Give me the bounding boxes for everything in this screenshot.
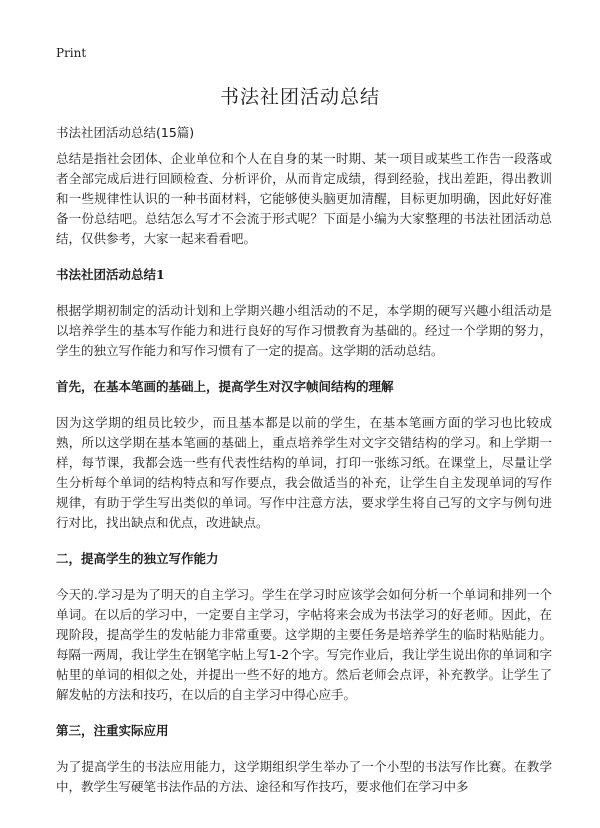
second-point-heading: 二，提高学生的独立写作能力 [56, 551, 219, 566]
document-body [56, 149, 552, 815]
section1-paragraph: 根据学期初制定的活动计划和上学期兴趣小组活动的不足，本学期的硬写兴趣小组活动是以培养学生的基本写作能力和进行良好的写作习惯教育为基础的。经过一个学期的努力，学生的独立写作能力和写作习惯有了一定的提高。这学期的活动总结。 [56, 303, 552, 358]
second-point-paragraph: 今天的.学习是为了明天的自主学习。学生在学习时应该学会如何分析一个单词和排列一个单词。在以后的学习中，一定要自主学习，字帖将来会成为书法学习的好老师。因此，在现阶段，提高学生的发帖能力非常重要。这学期的主要任务是培养学生的临时粘贴能力。每隔一两周，我让学生在钢笔字帖上写1-2个字。写完作业后，我让学生说出你的单词和字帖里的单词的相似之处，并提出一些不好的地方。然后老师会点评，补充教学。让学生了解发帖的方法和技巧，在以后的自主学习中得心应手。 [56, 587, 552, 702]
intro-paragraph: 总结是指社会团体、企业单位和个人在自身的某一时期、某一项目或某些工作告一段落或者全部完成后进行回顾检查、分析评价，从而肯定成绩，得到经验，找出差距，得出教训和一些规律性认识的一种书面材料，它能够使头脑更加清醒，目标更加明确，因此好好准备一份总结吧。总结怎么写才不会流于形式呢？下面是小编为大家整理的书法社团活动总结，仅供参考，大家一起来看看吧。 [56, 151, 552, 246]
document-title: 书法社团活动总结 [219, 86, 380, 108]
section1-heading: 书法社团活动总结1 [56, 267, 165, 282]
third-point-heading: 第三，注重实际应用 [56, 723, 169, 738]
document-subtitle: 书法社团活动总结(15篇) [56, 125, 195, 140]
first-point-heading: 首先，在基本笔画的基础上，提高学生对汉字帧间结构的理解 [56, 379, 394, 394]
first-point-paragraph: 因为这学期的组员比较少，而且基本都是以前的学生，在基本笔画方面的学习也比较成熟，所以这学期在基本笔画的基础上，重点培养学生对文字交错结构的学习。和上学期一样，每节课，我都会选一些有代表性结构的单词，打印一张练习纸。在课堂上，尽量让学生分析每个单词的结构特点和写作要点，我会做适当的补充，让学生自主发现单词的写作规律，有助于学生写出类似的单词。写作中注意方法，要求学生将自己写的文字与例句进行对比，找出缺点和优点，改进缺点。 [56, 415, 552, 530]
third-point-paragraph: 为了提高学生的书法应用能力，这学期组织学生举办了一个小型的书法写作比赛。在教学中，教学生写硬笔书法作品的方法、途径和写作技巧，要求他们在学习中多 [56, 759, 552, 794]
print-link[interactable]: Print [56, 46, 87, 60]
